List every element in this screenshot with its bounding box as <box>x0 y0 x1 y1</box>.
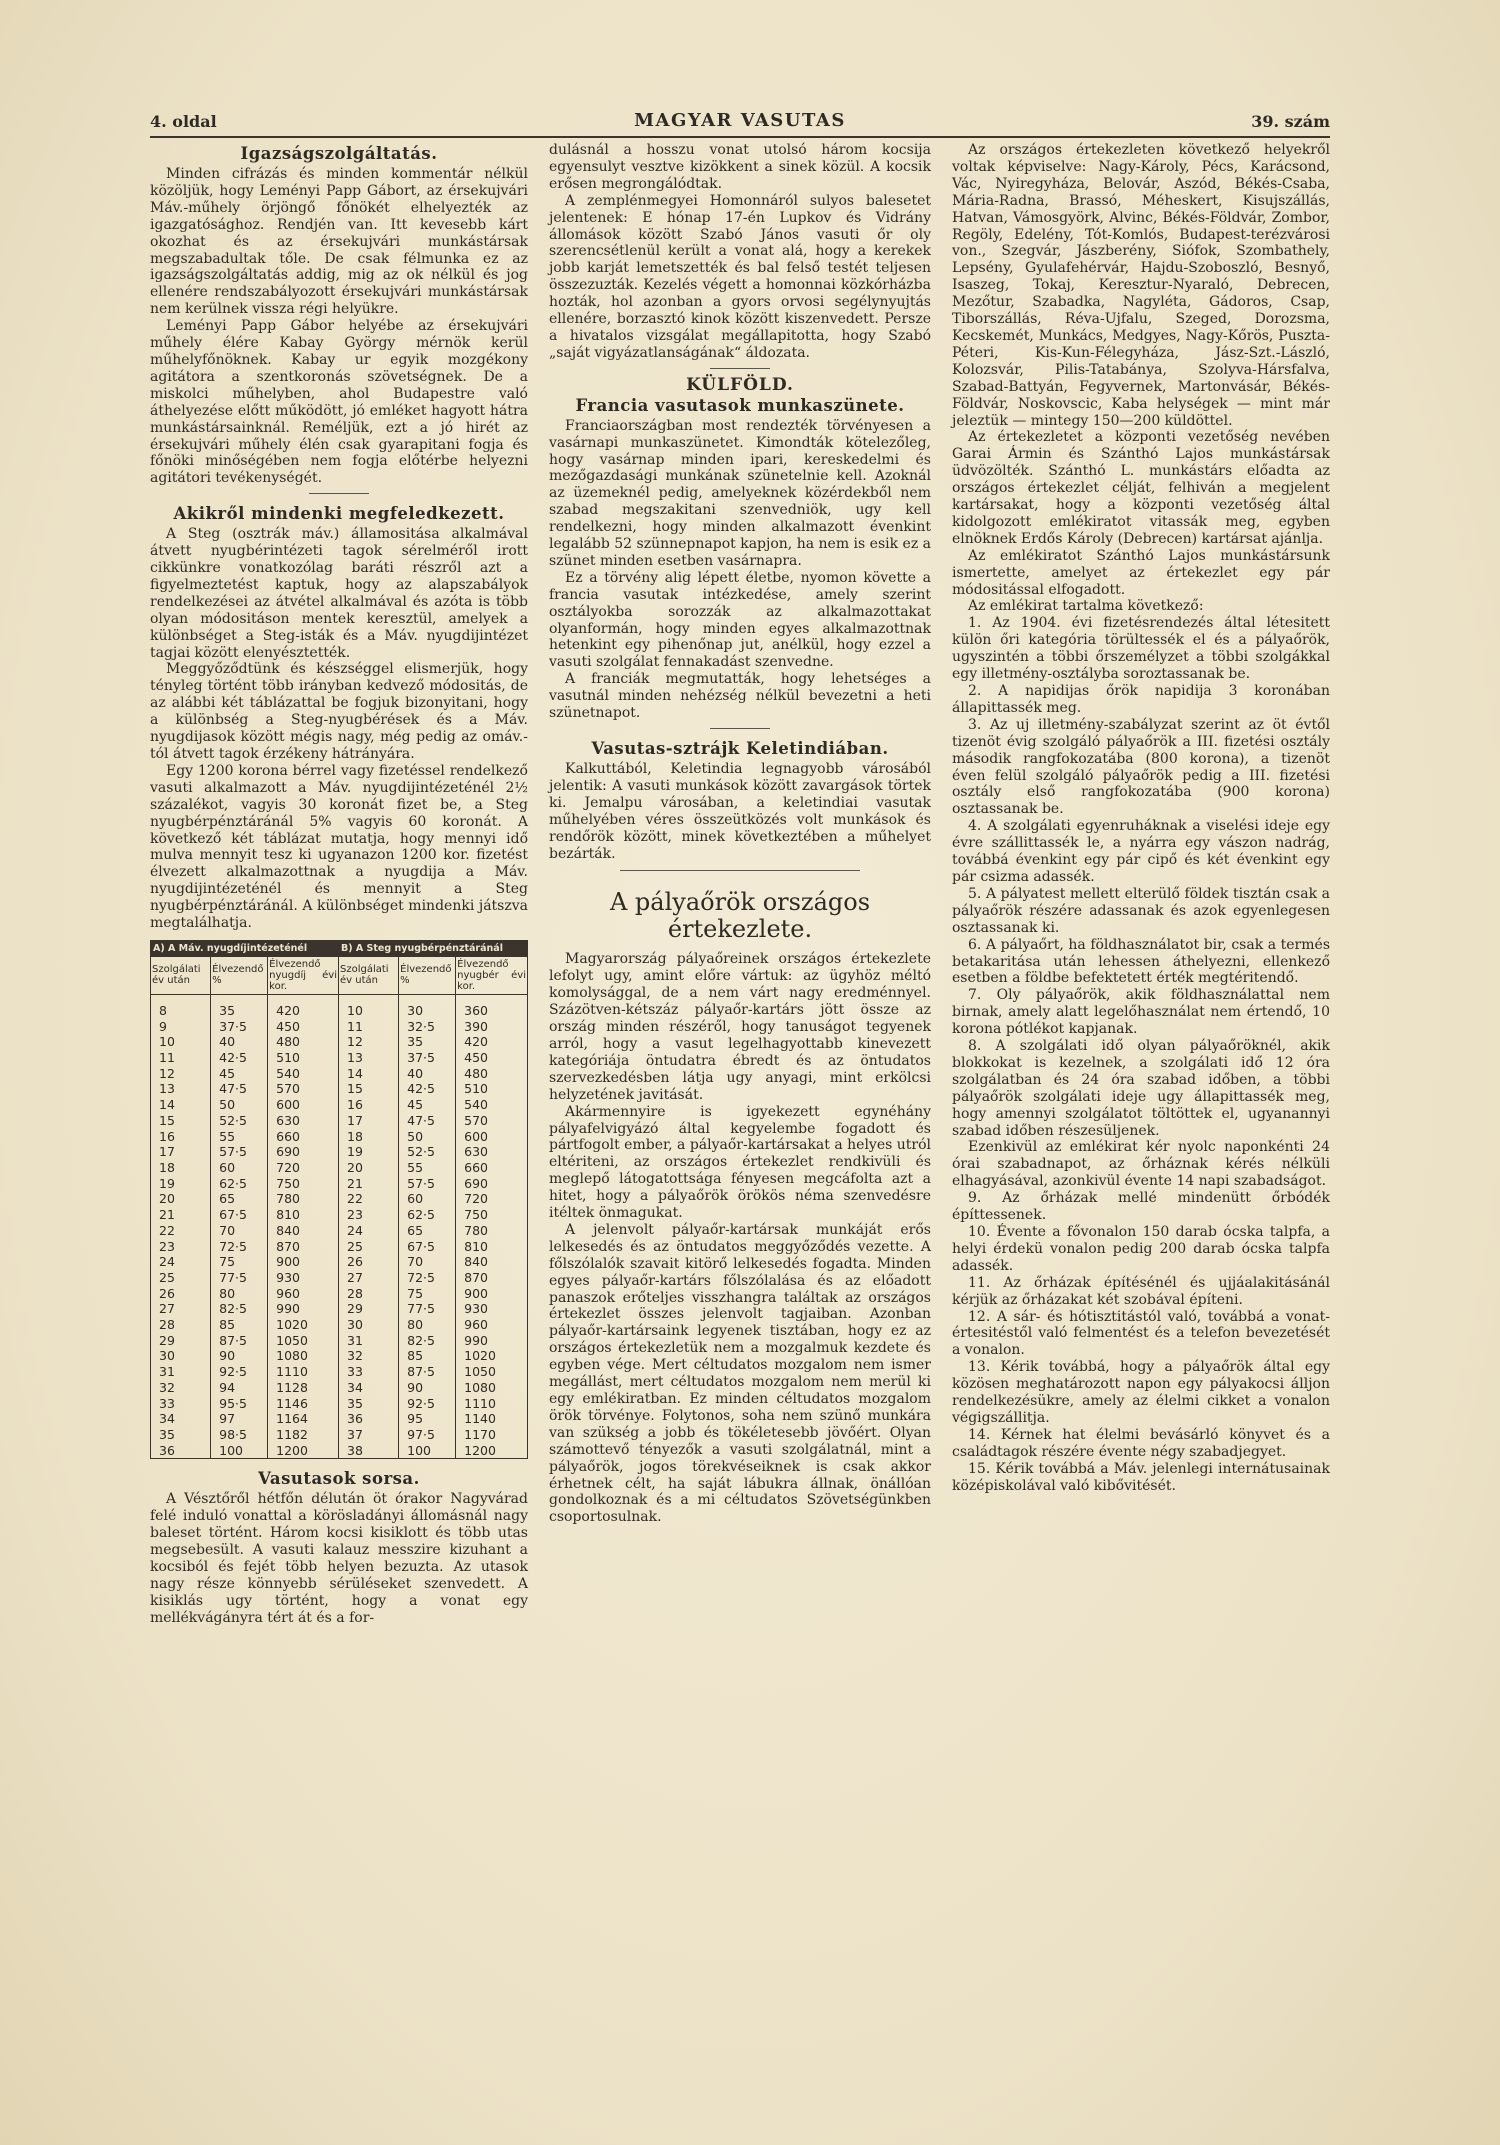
table-cell: 52·5 <box>399 1144 456 1160</box>
table-row <box>151 1050 528 1066</box>
table-cell: 1146 <box>268 1396 339 1412</box>
table-cell: 50 <box>399 1129 456 1145</box>
table-cell: 100 <box>211 1443 268 1459</box>
table-cell: 23 <box>151 1239 211 1255</box>
table-row <box>151 1160 528 1176</box>
table-cell: 480 <box>268 1034 339 1050</box>
table-cell: 52·5 <box>211 1113 268 1129</box>
table-cell: 16 <box>339 1097 399 1113</box>
table-row <box>151 1003 528 1019</box>
table-cell: 1182 <box>268 1427 339 1443</box>
table-row <box>151 1129 528 1145</box>
table-cell: 60 <box>399 1191 456 1207</box>
table-cell: 25 <box>339 1239 399 1255</box>
table-cell: 90 <box>399 1380 456 1396</box>
table-cell: 600 <box>456 1129 528 1145</box>
heading-palyaorok: A pályaőrök országos értekezlete. <box>609 888 871 944</box>
table-cell: 630 <box>456 1144 528 1160</box>
table-cell: 100 <box>399 1443 456 1459</box>
table-cell: 24 <box>151 1254 211 1270</box>
table-cell: 26 <box>151 1286 211 1302</box>
table-cell: 840 <box>268 1223 339 1239</box>
table-cell: 92·5 <box>399 1396 456 1412</box>
table-cell: 9 <box>151 1019 211 1035</box>
table-cell: 45 <box>399 1097 456 1113</box>
table-cell: 40 <box>399 1066 456 1082</box>
table-cell: 390 <box>456 1019 528 1035</box>
table-cell: 690 <box>456 1176 528 1192</box>
table-cell: 900 <box>456 1286 528 1302</box>
table-cell: 67·5 <box>211 1207 268 1223</box>
table-cell: 930 <box>268 1270 339 1286</box>
paragraph: Leményi Papp Gábor helyébe az érsekujvári műhely élére Kabay György mérnök kerül műhelyfőnöknek. Kabay ur egyik mozgékony agitátora a szentkoronás szövetségnek. De a miskolci műhelyben, ahol Budapestre való áthelyezése előtt működött, jó emléket hagyott hátra munkástársainknál. Reméljük, ezt a jó hirét az érsekujvári műhely élén csak gyarapitani fogja és főnöki minőségében nem fogja előtérbe helyezni agitátori tevékenységét. <box>150 318 528 487</box>
table-cell: 510 <box>268 1050 339 1066</box>
table-row <box>151 1317 528 1333</box>
table-cell: 15 <box>151 1113 211 1129</box>
table-cell: 32 <box>151 1380 211 1396</box>
table-cell: 62·5 <box>211 1176 268 1192</box>
table-cell: 35 <box>211 1003 268 1019</box>
table-row <box>151 1144 528 1160</box>
table-cell: 87·5 <box>399 1364 456 1380</box>
table-cell: 50 <box>211 1097 268 1113</box>
table-cell: 21 <box>339 1176 399 1192</box>
table-cell: 37·5 <box>211 1019 268 1035</box>
table-cell: 960 <box>456 1317 528 1333</box>
paragraph: Ezenkivül az emlékirat kér nyolc naponkénti 24 órai szabadnapot, az őrháznak kérés nélküli elhagyásával, azonkivül évente 14 napi szabadságot. <box>952 1139 1330 1190</box>
table-cell: 32 <box>339 1348 399 1364</box>
table-cell: 65 <box>399 1223 456 1239</box>
table-cell: 47·5 <box>399 1113 456 1129</box>
table-cell: 72·5 <box>211 1239 268 1255</box>
table-cell: 98·5 <box>211 1427 268 1443</box>
list-item: 13. Kérik továbbá, hogy a pályaőrök által egy közösen meghatározott napon egy pályakocsi álljon rendelkezésükre, amely az élelmi cikket a vonalon végigszállitja. <box>952 1359 1330 1426</box>
table-cell: 1080 <box>268 1348 339 1364</box>
list-item: 14. Kérnek hat élelmi bevásárló könyvet és a családtagok részére évente négy szabadjegyet. <box>952 1426 1330 1460</box>
paragraph: Egy 1200 korona bérrel vagy fizetéssel rendelkező vasuti alkalmazott a Máv. nyugdijintézeténél 2½ százalékot, vagyis 30 koronát fizet be, a Steg nyugbérpénztáránál 5% vagyis 60 koronát. A következő két táblázat mutatja, hogy mennyi idő mulva mennyit tesz ki ugyanazon 1200 kor. fizetést élvezett alkalmazottnak a nyugdija a Máv. nyugdijintézeténél és mennyit a Steg nyugbérpénztáránál. A különbséget mindenki játszva megtalálhatja. <box>150 762 528 932</box>
table-cell: 19 <box>339 1144 399 1160</box>
list-item: 5. A pályatest mellett elterülő földek tisztán csak a pályaőrök részére adassanak és azok egyenlegesen osztassanak ki. <box>952 885 1330 936</box>
table-cell: 18 <box>151 1160 211 1176</box>
list-item: 12. A sár- és hótisztitástól való, továbbá a vonat-értesitéstől való felmentést és a telefon bevezetését a vonalon. <box>952 1308 1330 1359</box>
table-row <box>151 1113 528 1129</box>
table-cell: 1080 <box>456 1380 528 1396</box>
table-cell: 75 <box>211 1254 268 1270</box>
table-cell: 13 <box>339 1050 399 1066</box>
header-rule <box>150 136 1330 138</box>
table-cell: 16 <box>151 1129 211 1145</box>
table-cell: 82·5 <box>399 1333 456 1349</box>
table-cell: 480 <box>456 1066 528 1082</box>
table-cell: 33 <box>339 1364 399 1380</box>
table-row <box>151 1427 528 1443</box>
table-cell: 38 <box>339 1443 399 1459</box>
table-cell: 1020 <box>268 1317 339 1333</box>
table-cell: 1200 <box>456 1443 528 1459</box>
separator <box>620 870 860 871</box>
table-cell: 15 <box>339 1081 399 1097</box>
list-item: 4. A szolgálati egyenruháknak a viselési ideje egy évre szállittassék le, a nyárra egy vászon nadrág, továbbá évenkint egy pár cipő és két évenkint egy pár csizma adassék. <box>952 818 1330 885</box>
paragraph: Az értekezletet a központi vezetőség nevében Garai Ármin és Szánthó Lajos munkástársak üdvözölték. Szánthó L. munkástárs előadta az országos értekezlet célját, felhiván a megjelent kartársakat, hogy a központi vezetőség által kidolgozott emlékiratot vitassák meg, egyben elnöknek Erdős Károly (Debrecen) kartársat ajánlja. <box>952 429 1330 547</box>
table-cell: 35 <box>339 1396 399 1412</box>
list-item: 6. A pályaőrt, ha földhasználatot bir, csak a termés betakaritása után lehessen áthelyezni, ellenkező esetben a földbe befektetett érték megtéritendő. <box>952 936 1330 987</box>
paragraph: A zemplénmegyei Homonnáról sulyos balesetet jelentenek: E hónap 17-én Lupkov és Vidrány állomások között Szabó János vasuti őr oly szerencsétlenül került a vonat alá, hogy a kerekek jobb karját lemetszették és bal felső testét teljesen összezuzták. Kezelés végett a homonnai közkórházba hozták, hol azonban a gyors orvosi segélynyujtás ellenére, borzasztó kinok között kiszenvedett. Persze a hivatalos vizsgálat megállapitotta, hogy Szabó „saját vigyázatlanságának“ áldozata. <box>549 192 931 361</box>
table-row <box>151 1443 528 1459</box>
col-header: Élvezendő nyugbér évi kor. <box>456 956 528 994</box>
table-cell: 77·5 <box>399 1301 456 1317</box>
table-cell: 23 <box>339 1207 399 1223</box>
table-cell: 12 <box>339 1034 399 1050</box>
table-cell: 40 <box>211 1034 268 1050</box>
paragraph: Minden cifrázás és minden kommentár nélkül közöljük, hogy Leményi Papp Gábort, az érsekujvári Máv.-műhely örjöngő főnökét elhelyezték az igazgatósághoz. Rendjén van. Itt kevesebb kárt okozhat és az érsekujvári munkástársak megszabadultak tőle. De csak félmunka ez az igazságszolgáltatás addig, mig az ok nélkül és jog ellenére rendszabályozott érsekujvári munkástársak nem kerülnek vissza régi helyükre. <box>150 166 528 318</box>
table-cell: 1050 <box>268 1333 339 1349</box>
table-cell: 21 <box>151 1207 211 1223</box>
heading-francia: Francia vasutasok munkaszünete. <box>575 395 905 415</box>
table-row <box>151 1270 528 1286</box>
table-cell: 42·5 <box>211 1050 268 1066</box>
table-cell: 62·5 <box>399 1207 456 1223</box>
table-row <box>151 1348 528 1364</box>
table-cell: 22 <box>151 1223 211 1239</box>
list-item: 15. Kérik továbbá a Máv. jelenlegi internátusainak középiskolával való kibővitését. <box>952 1460 1330 1494</box>
table-cell: 28 <box>151 1317 211 1333</box>
paragraph: Magyarország pályaőreinek országos értekezlete lefolyt ugy, amint előre vártuk: az ügyhöz méltó komolysággal, de a nem várt nagy eredménnyel. Százötven-kétszáz pályaőr-kartárs jött össze az ország minden részéről, hogy tanuságot tegyenek arról, hogy a vasut legelhagyottabb kinevezett kategóriája öntudatra ébredt és az öntudatos szervezkedésben látja ugy anyagi, mint erkölcsi helyzetének javitását. <box>549 951 931 1103</box>
table-cell: 27 <box>339 1270 399 1286</box>
table-cell: 80 <box>399 1317 456 1333</box>
section-kulfold: KÜLFÖLD. <box>686 374 794 395</box>
table-cell: 29 <box>151 1333 211 1349</box>
table-cell: 17 <box>339 1113 399 1129</box>
table-cell: 95 <box>399 1411 456 1427</box>
table-cell: 1110 <box>268 1364 339 1380</box>
table-cell: 14 <box>339 1066 399 1082</box>
table-cell: 510 <box>456 1081 528 1097</box>
table-row <box>151 1097 528 1113</box>
table-cell: 77·5 <box>211 1270 268 1286</box>
table-cell: 31 <box>339 1333 399 1349</box>
paragraph: Akármennyire is igyekezett egynéhány pályafelvigyázó által kegyelembe fogadott és pártfogolt ember, a pályaőr-kartársakat a helyes utról eltériteni, az országos értekezlet rendkivüli és meglepő látogatottsága fényesen megcáfolta azt a hitet, hogy a pályaőrök örökös néma szenvedésre itéltek önmagukat. <box>549 1103 932 1222</box>
table-cell: 75 <box>399 1286 456 1302</box>
paragraph: A Vésztőről hétfőn délután öt órakor Nagyvárad felé induló vonattal a körösladányi állomásnál nagy baleset történt. Három kocsi kisiklott és több utas megsebesült. A vasuti kalauz messzire kizuhant a kocsiból és fejét több helyen bezuzta. Az utasok nagy része könnyebb sérüléseket szenvedett. A kisiklás ugy történt, hogy a vonat egy mellékvágányra tért át és a for- <box>150 1491 528 1626</box>
table-cell: 95·5 <box>211 1396 268 1412</box>
table-cell: 92·5 <box>211 1364 268 1380</box>
table-row <box>151 1411 528 1427</box>
table-cell: 1050 <box>456 1364 528 1380</box>
table-cell: 660 <box>456 1160 528 1176</box>
col-header: Élvezendő % <box>399 956 456 994</box>
table-cell: 1200 <box>268 1443 339 1459</box>
table-row <box>151 1286 528 1302</box>
list-item: 9. Az őrházak mellé mindenütt őrbódék építtessenek. <box>952 1190 1330 1224</box>
table-cell: 570 <box>456 1113 528 1129</box>
table-cell: 47·5 <box>211 1081 268 1097</box>
table-cell: 31 <box>151 1364 211 1380</box>
table-body <box>151 994 528 1458</box>
table-cell: 45 <box>211 1066 268 1082</box>
table-cell: 10 <box>339 1003 399 1019</box>
table-cell: 67·5 <box>399 1239 456 1255</box>
column-2 <box>549 142 931 1526</box>
paragraph: Az országos értekezleten következő helyekről voltak képviselve: Nagy-Károly, Pécs, Karácsond, Vác, Nyiregyháza, Belovár, Aszód, Békés-Csaba, Mária-Radna, Brassó, Méheskert, Kisujszállás, Hatvan, Vámosgyörk, Alvinc, Békés-Földvár, Zombor, Regöly, Edelény, Tót-Komlós, Budapest-terézvárosi von., Szegvár, Jászberény, Siófok, Szombathely, Lepsény, Gyulafehérvár, Hajdu-Szoboszló, Besnyő, Isaszeg, Tokaj, Keresztur-Nyaraló, Debrecen, Mezőtur, Szabadka, Nagyléta, Gádoros, Csap, Tiborszállás, Réva-Ujfalu, Szeged, Dorozsma, Kecskemét, Munkács, Medgyes, Nagy-Kőrös, Puszta-Péteri, Kis-Kun-Félegyháza, Jász-Szt.-László, Kolozsvár, Pilis-Tatabánya, Szolyva-Hársfalva, Szabad-Battyán, Fegyvernek, Martonvásár, Békés-Földvár, Noskovscic, Kaba helységek — mint már jeleztük — mintegy 150—200 küldöttel. <box>952 142 1330 429</box>
table-cell: 55 <box>399 1160 456 1176</box>
table-cell: 870 <box>456 1270 528 1286</box>
table-cell: 57·5 <box>211 1144 268 1160</box>
table-cell: 600 <box>268 1097 339 1113</box>
table-cell: 11 <box>339 1019 399 1035</box>
table-cell: 420 <box>456 1034 528 1050</box>
table-row <box>151 1019 528 1035</box>
table-cell: 27 <box>151 1301 211 1317</box>
issue-number: 39. szám <box>1251 112 1330 131</box>
table-cell: 34 <box>339 1380 399 1396</box>
table-cell: 55 <box>211 1129 268 1145</box>
table-caption-b: B) A Steg nyugbérpénztáránál <box>339 940 528 956</box>
table-cell: 37 <box>339 1427 399 1443</box>
table-cell: 870 <box>268 1239 339 1255</box>
table-cell: 780 <box>268 1191 339 1207</box>
table-cell: 750 <box>268 1176 339 1192</box>
heading-vasutasok-sorsa: Vasutasok sorsa. <box>258 1469 420 1489</box>
table-cell: 750 <box>456 1207 528 1223</box>
col-header: Szolgálati év után <box>339 956 399 994</box>
heading-igazsagszolgaltatas: Igazságszolgáltatás. <box>240 144 438 163</box>
table-cell: 540 <box>268 1066 339 1082</box>
table-cell: 10 <box>151 1034 211 1050</box>
paragraph: Kalkuttából, Keletindia legnagyobb városából jelentik: A vasuti munkások között zavargások törtek ki. Jemalpu városában, a keletindiai vasutak műhelyében véres összeütközés volt munkások és rendőrök között, minek következtében a műhelyet bezárták. <box>549 761 931 862</box>
list-item: 11. Az őrházak építésénél és ujjáalakitásánál kérjük az őrházakat két szobával építeni. <box>952 1274 1330 1308</box>
table-row <box>151 1364 528 1380</box>
table-cell: 20 <box>339 1160 399 1176</box>
table-cell: 70 <box>211 1223 268 1239</box>
page-number: 4. oldal <box>150 112 217 131</box>
table-cell: 690 <box>268 1144 339 1160</box>
table-cell: 65 <box>211 1191 268 1207</box>
separator <box>710 368 770 369</box>
table-row <box>151 1301 528 1317</box>
table-cell: 14 <box>151 1097 211 1113</box>
table-cell: 960 <box>268 1286 339 1302</box>
table-cell: 930 <box>456 1301 528 1317</box>
table-row <box>151 1396 528 1412</box>
table-cell: 450 <box>456 1050 528 1066</box>
table-cell: 85 <box>399 1348 456 1364</box>
table-row <box>151 1066 528 1082</box>
table-cell: 57·5 <box>399 1176 456 1192</box>
table-cell: 24 <box>339 1223 399 1239</box>
table-row <box>151 1254 528 1270</box>
paragraph: dulásnál a hosszu vonat utolsó három kocsija egyensulyt vesztve kizökkent a sinek közül. A kocsik erősen megrongálódtak. <box>549 142 931 192</box>
table-cell: 720 <box>456 1191 528 1207</box>
table-cell: 36 <box>339 1411 399 1427</box>
paragraph: Az emlékiratot Szánthó Lajos munkástársunk ismertette, amelyet az értekezlet egy pár módositással elfogadott. <box>952 547 1330 598</box>
page-header <box>150 112 1330 136</box>
heading-sztrajk: Vasutas-sztrájk Keletindiában. <box>591 739 889 758</box>
table-row <box>151 1239 528 1255</box>
table-cell: 37·5 <box>399 1050 456 1066</box>
table-cell: 35 <box>151 1427 211 1443</box>
table-cell: 12 <box>151 1066 211 1082</box>
table-row <box>151 1380 528 1396</box>
table-cell: 450 <box>268 1019 339 1035</box>
table-cell: 990 <box>268 1301 339 1317</box>
paragraph: Ez a törvény alig lépett életbe, nyomon követte a francia vasutak intézkedése, amely szerint osztályokba sorozzák az alkalmazottakat olyanformán, hogy minden egyes alkalmazottnak hetenkint egy pihenőnap jut, anélkül, hogy ezzel a vasuti szolgálat fennakadást szenvedne. <box>549 569 931 671</box>
table-cell: 72·5 <box>399 1270 456 1286</box>
heading-akikrol: Akikről mindenki megfeledkezett. <box>173 504 505 524</box>
table-row <box>151 1081 528 1097</box>
table-cell: 18 <box>339 1129 399 1145</box>
table-cell: 97·5 <box>399 1427 456 1443</box>
table-cell: 20 <box>151 1191 211 1207</box>
col-header: Élvezendő nyugdíj évi kor. <box>268 956 339 994</box>
table-cell: 11 <box>151 1050 211 1066</box>
table-cell: 540 <box>456 1097 528 1113</box>
table-cell: 8 <box>151 1003 211 1019</box>
table-cell: 780 <box>456 1223 528 1239</box>
table-cell: 1170 <box>456 1427 528 1443</box>
separator <box>710 728 770 729</box>
paragraph: Az emlékirat tartalma következő: <box>968 598 1204 615</box>
table-cell: 630 <box>268 1113 339 1129</box>
table-row <box>151 1034 528 1050</box>
table-caption-a: A) A Máv. nyugdíjintézeténél <box>151 940 339 956</box>
table-cell: 1140 <box>456 1411 528 1427</box>
table-cell: 35 <box>399 1034 456 1050</box>
table-cell: 25 <box>151 1270 211 1286</box>
table-cell: 97 <box>211 1411 268 1427</box>
table-cell: 810 <box>268 1207 339 1223</box>
column-3 <box>952 142 1330 1495</box>
table-cell: 34 <box>151 1411 211 1427</box>
table-cell: 13 <box>151 1081 211 1097</box>
table-cell: 94 <box>211 1380 268 1396</box>
table-row <box>151 1223 528 1239</box>
paragraph: Meggyőződtünk és készséggel elismerjük, hogy tényleg történt több irányban kedvező módositás, de az alábbi két táblázattal be fogjuk bizonyitani, hogy a különbség a Steg-nyugbérések és a Máv. nyugdijasok között mégis nagy, még pedig az omáv.-tól átvett tagok érzékeny hátrányára. <box>150 661 528 762</box>
table-cell: 32·5 <box>399 1019 456 1035</box>
table-cell: 85 <box>211 1317 268 1333</box>
table-cell: 900 <box>268 1254 339 1270</box>
separator <box>309 493 369 494</box>
table-cell: 36 <box>151 1443 211 1459</box>
table-cell: 17 <box>151 1144 211 1160</box>
table-cell: 90 <box>211 1348 268 1364</box>
table-row <box>151 1333 528 1349</box>
table-cell: 42·5 <box>399 1081 456 1097</box>
table-cell: 1110 <box>456 1396 528 1412</box>
table-cell: 1164 <box>268 1411 339 1427</box>
table-cell: 840 <box>456 1254 528 1270</box>
paragraph: A franciák megmutatták, hogy lehetséges a vasutnál minden nehézség nélkül bevezetni a heti szünetnapot. <box>549 671 931 722</box>
table-cell: 80 <box>211 1286 268 1302</box>
table-row <box>151 1207 528 1223</box>
col-header: Szolgálati év után <box>151 956 211 994</box>
list-item: 7. Oly pályaőrök, akik földhasználattal nem birnak, amely alatt legelőhasználat nem értendő, 10 korona pótlékot kapjanak. <box>952 987 1330 1038</box>
col-header: Élvezendő % <box>211 956 268 994</box>
table-cell: 82·5 <box>211 1301 268 1317</box>
list-item: 3. Az uj illetmény-szabályzat szerint az öt évtől tizenöt évig szolgáló pályaőrök a III. fizetési osztály második rangfokozatába (800 korona), a tizenöt éven felül szolgáló pályaőrök pedig a III. fizetési osztály első rangfokozatába (900 korona) osztassanak be. <box>952 716 1330 818</box>
table-cell: 720 <box>268 1160 339 1176</box>
table-cell: 60 <box>211 1160 268 1176</box>
table-row <box>151 1176 528 1192</box>
column-1 <box>150 142 528 1627</box>
table-cell: 30 <box>151 1348 211 1364</box>
table-cell: 70 <box>399 1254 456 1270</box>
table-cell: 1020 <box>456 1348 528 1364</box>
table-cell: 810 <box>456 1239 528 1255</box>
table-cell: 990 <box>456 1333 528 1349</box>
paragraph: A jelenvolt pályaőr-kartársak munkáját erős lelkesedés és az öntudatos meggyőződés vezette. A főlszólalók szavait kitörő lelkesedés fogadta. Minden egyes pályaőr-kartárs főlszólalása és az előadott panaszok erőteljes visszhangra találtak az országos értekezlet összes jelenvolt tagjaiban. Azonban pályaőr-kartársaink legyenek tisztában, hogy ez az országos értekezletük nem a mozgalmuk kezdete és egyben vége. Mert céltudatos mozgalom nem ismer megállást, mert céltudatos mozgalom nem merül ki egy emlékiratban. Ez minden céltudatos mozgalom örök törvénye. Folytonos, soha nem szünő munkára van szükség a jobb és tökéletesebb jövőért. Olyan számottevő tényezők a vasuti szolgálatnál, mint a pályaőrök, jogos törekvéseiknek is csak akkor érhetnek célt, ha saját lábukra állnak, önállóan gondolkoznak és a mi céltudatos Szövetségünkben csoportosulnak. <box>549 1221 931 1526</box>
newspaper-title: MAGYAR VASUTAS <box>634 110 846 131</box>
table-cell: 22 <box>339 1191 399 1207</box>
list-item: 1. Az 1904. évi fizetésrendezés által létesitett külön őri kategória törültessék el és a pályaőrök, ugyszintén a többi őrszemélyzet a többi szolgákkal egy illetmény-osztályba soroztassanak be. <box>952 615 1330 683</box>
table-cell: 30 <box>399 1003 456 1019</box>
table-cell: 87·5 <box>211 1333 268 1349</box>
table-cell: 29 <box>339 1301 399 1317</box>
table-cell: 360 <box>456 1003 528 1019</box>
table-cell: 570 <box>268 1081 339 1097</box>
pension-table <box>150 940 528 1459</box>
table-cell: 30 <box>339 1317 399 1333</box>
table-cell: 28 <box>339 1286 399 1302</box>
list-item: 2. A napidijas őrök napidija 3 koronában állapittassék meg. <box>952 683 1330 716</box>
table-cell: 19 <box>151 1176 211 1192</box>
table-cell: 420 <box>268 1003 339 1019</box>
list-item: 10. Évente a fővonalon 150 darab ócska talpfa, a helyi érdekü vonalon pedig 200 darab ócska talpfa adassék. <box>952 1224 1330 1274</box>
paragraph: A Steg (osztrák máv.) államositása alkalmával átvett nyugbérintézeti tagok sérelméről irott cikkünkre vonatkozólag baráti részről azt a figyelmeztetést kaptuk, hogy az alapszabályok rendelkezései az átvétel alkalmával és azóta is több olyan módositáson mentek keresztül, amelyek a különbséget a Steg-isták és a Máv. nyugdijintézet tagjai között elenyésztették. <box>150 526 528 661</box>
table-cell: 660 <box>268 1129 339 1145</box>
table-cell: 26 <box>339 1254 399 1270</box>
table-cell: 33 <box>151 1396 211 1412</box>
table-row <box>151 1191 528 1207</box>
list-item: 8. A szolgálati idő olyan pályaőröknél, akik blokkokat is kezelnek, a szolgálati idő 12 óra szolgálatban és 24 óra szabad időben, a többi pályaőrök szolgálati ideje ugy állapittassék meg, hogy amennyi szolgálatot töltöttek el, ugyanannyi szabad időben részesüljenek. <box>952 1038 1330 1139</box>
table-cell: 1128 <box>268 1380 339 1396</box>
paragraph: Franciaországban most rendezték törvényesen a vasárnapi munkaszünetet. Kimondták kötelezőleg, hogy vasárnap minden ipari, kereskedelmi és mezőgazdasági munkának szünetelnie kell. Azoknál az üzemeknél pedig, amelyeknek közérdekből nem szabad megszakitani szenvedniök, ugy kell rendelkezni, hogy minden alkalmazott évenkint legalább 52 szünnepnapot kapjon, ha nem is esik ez a szünet minden esetben vasárnapra. <box>549 417 931 569</box>
